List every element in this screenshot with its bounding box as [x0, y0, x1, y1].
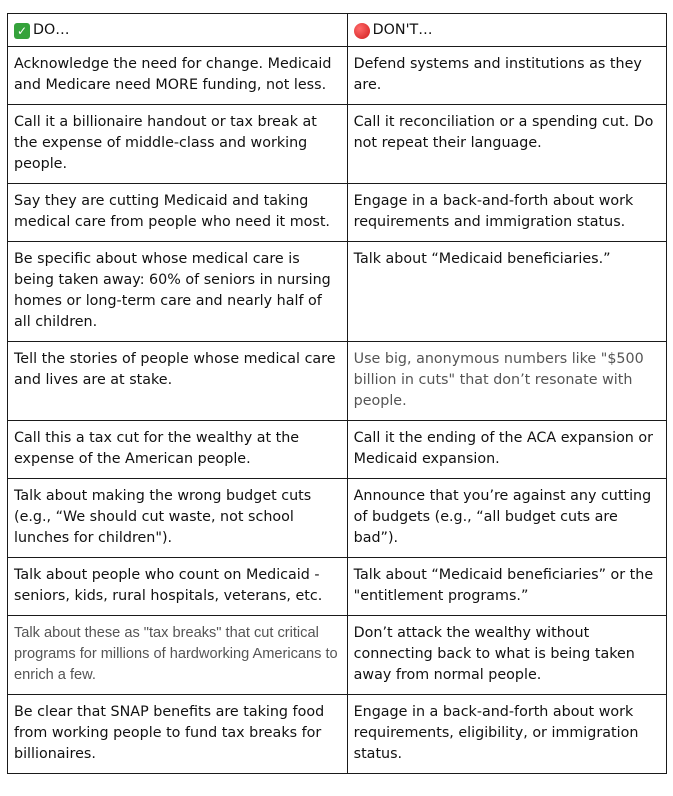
table-row [8, 242, 667, 342]
do-cell: Call it a billionaire handout or tax break at the expense of middle-class and working people. [8, 105, 348, 184]
dont-cell: Don’t attack the wealthy without connecting back to what is being taken away from normal people. [347, 616, 666, 695]
dont-cell: Engage in a back-and-forth about work requirements, eligibility, or immigration status. [347, 695, 666, 774]
do-cell: Be specific about whose medical care is being taken away: 60% of seniors in nursing homes or long-term care and nearly half of all children. [8, 242, 348, 342]
dont-header-label: DON'T… [372, 22, 433, 38]
do-dont-table-container [7, 13, 667, 774]
do-dont-table [7, 13, 667, 774]
do-cell: Call this a tax cut for the wealthy at the expense of the American people. [8, 421, 348, 479]
do-cell: Acknowledge the need for change. Medicaid and Medicare need MORE funding, not less. [8, 47, 348, 105]
stop-circle-icon [354, 23, 370, 39]
do-header-cell [8, 14, 348, 47]
do-cell: Talk about people who count on Medicaid - seniors, kids, rural hospitals, veterans, etc. [8, 558, 348, 616]
table-row [8, 616, 667, 695]
table-row [8, 342, 667, 421]
do-cell: Be clear that SNAP benefits are taking food from working people to fund tax breaks for billionaires. [8, 695, 348, 774]
do-cell: Talk about these as "tax breaks" that cut critical programs for millions of hardworking Americans to enrich a few. [8, 616, 348, 695]
do-cell: Say they are cutting Medicaid and taking medical care from people who need it most. [8, 184, 348, 242]
do-cell: Tell the stories of people whose medical care and lives are at stake. [8, 342, 348, 421]
do-cell: Talk about making the wrong budget cuts (e.g., “We should cut waste, not school lunches for children"). [8, 479, 348, 558]
dont-cell: Talk about “Medicaid beneficiaries” or the "entitlement programs.” [347, 558, 666, 616]
dont-cell: Call it the ending of the ACA expansion or Medicaid expansion. [347, 421, 666, 479]
dont-header-cell [347, 14, 666, 47]
table-row [8, 558, 667, 616]
table-row [8, 695, 667, 774]
table-row [8, 184, 667, 242]
dont-cell: Engage in a back-and-forth about work requirements and immigration status. [347, 184, 666, 242]
dont-cell: Use big, anonymous numbers like "$500 billion in cuts" that don’t resonate with people. [347, 342, 666, 421]
dont-cell: Talk about “Medicaid beneficiaries.” [347, 242, 666, 342]
table-row [8, 421, 667, 479]
dont-cell: Call it reconciliation or a spending cut. Do not repeat their language. [347, 105, 666, 184]
table-row [8, 47, 667, 105]
table-header-row [8, 14, 667, 47]
dont-cell: Defend systems and institutions as they are. [347, 47, 666, 105]
table-row [8, 479, 667, 558]
do-header-label: DO… [33, 22, 70, 38]
check-mark-icon: ✓ [14, 23, 30, 39]
dont-cell: Announce that you’re against any cutting of budgets (e.g., “all budget cuts are bad”). [347, 479, 666, 558]
table-row [8, 105, 667, 184]
